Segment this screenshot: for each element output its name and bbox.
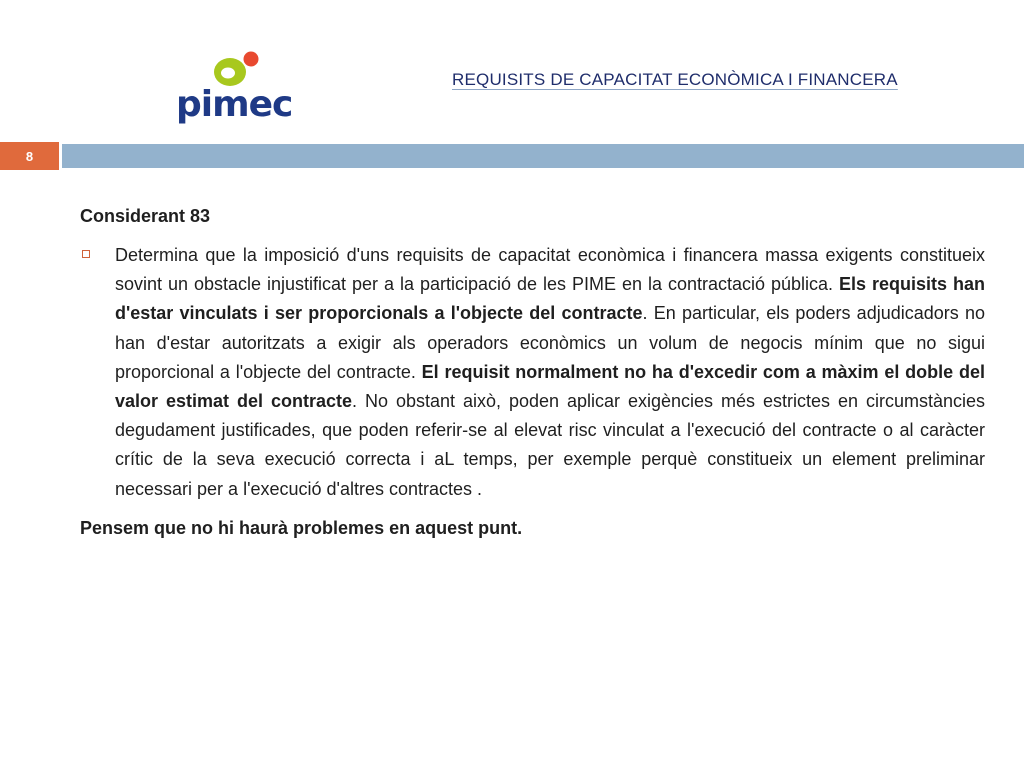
pimec-logo: [176, 48, 296, 128]
page-number: 8: [0, 142, 59, 170]
section-heading: Considerant 83: [80, 206, 211, 226]
slide-title: REQUISITS DE CAPACITAT ECONÒMICA I FINANCERA: [452, 70, 898, 89]
text-run-bold: El requisit normalment no ha d'excedir com a màxim el doble del valor estimat del contracte: [115, 361, 985, 412]
text-run-bold: Els requisits han d'estar vinculats i ser proporcionals a l'objecte del contracte: [115, 274, 986, 324]
text-run: . No obstant això, poden aplicar exigències més estrictes en circumstàncies degudament justificades, que poden referir-se al elevat risc vinculat a l'execució del contracte o al caràcter crític de la seva execució correcta i aL temps, per exemple perquè constitueix un element preliminar necessari per a l'execució d'altres contractes .: [115, 391, 985, 499]
header-band: [62, 144, 1024, 168]
text-run: . En particular, els poders adjudicadors no han d'estar autoritzats a exigir als operadors econòmics un volum de negocis mínim que no sigui proporcional a l'objecte del contracte.: [115, 303, 985, 382]
hollow-square-bullet-icon: [82, 250, 90, 258]
bullet-item: [80, 241, 986, 504]
text-run: Determina que la imposició d'uns requisits de capacitat econòmica i financera massa exigents constitueix sovint un obstacle injustificat per a la participació de les PIME en la contractació pública.: [115, 245, 985, 295]
closing-statement: Pensem que no hi haurà problemes en aquest punt.: [80, 517, 523, 538]
logo-text: pimec: [176, 84, 293, 125]
slide-content: [80, 206, 986, 539]
bullet-paragraph: [115, 241, 985, 504]
